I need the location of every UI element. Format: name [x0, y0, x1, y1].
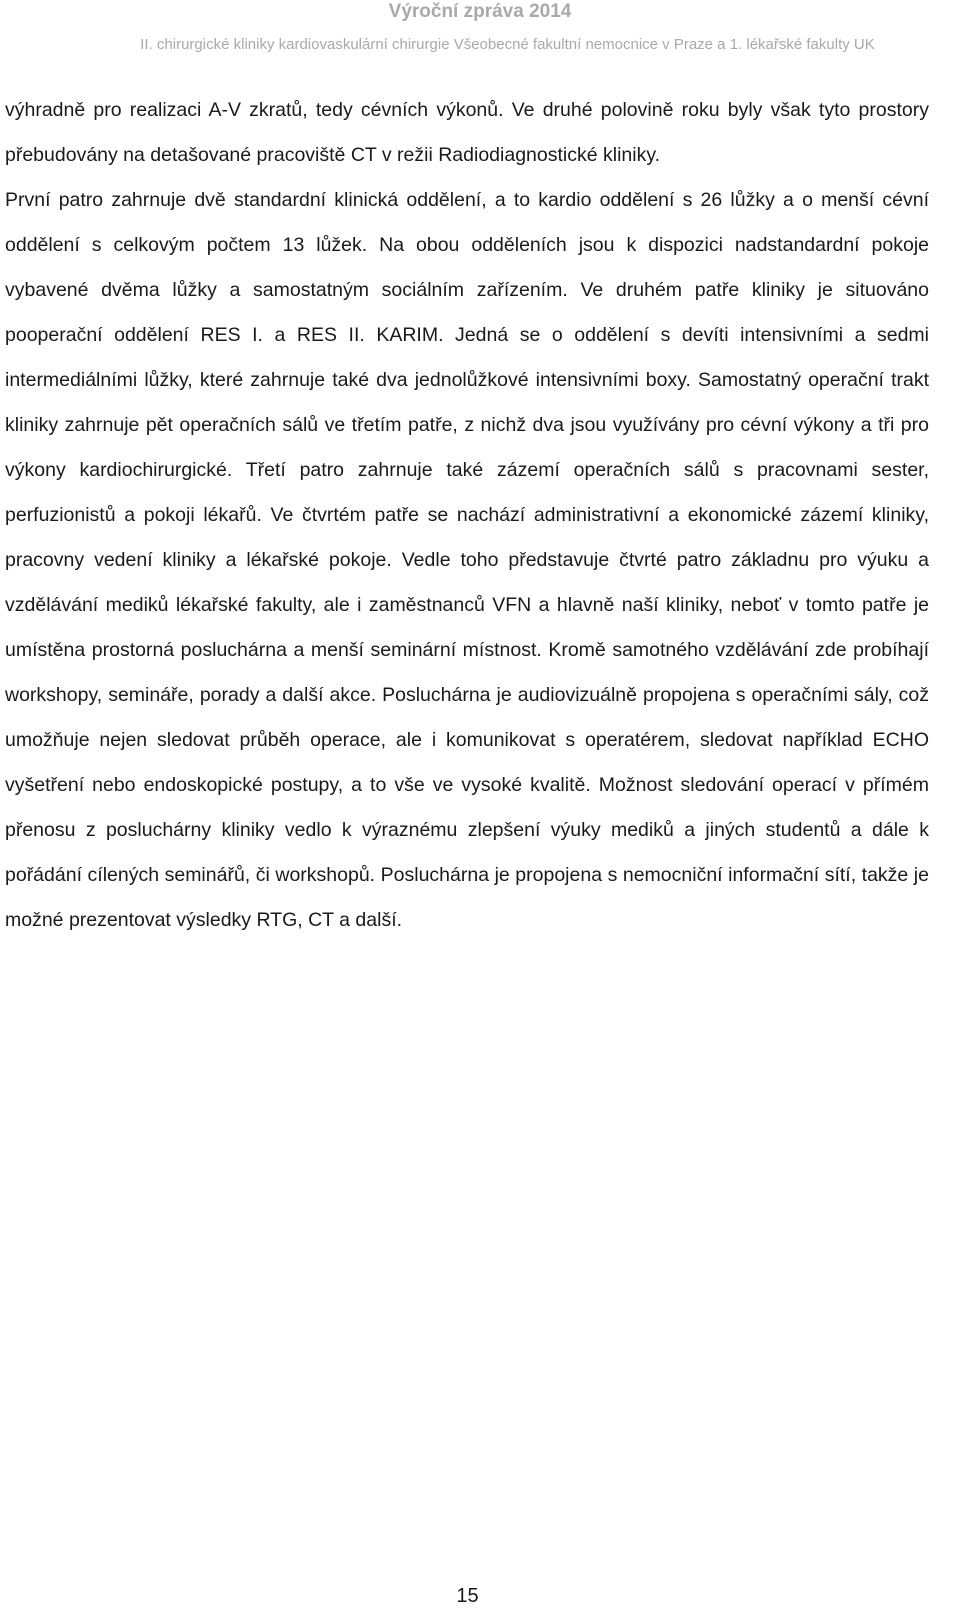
paragraph: První patro zahrnuje dvě standardní klinická oddělení, a to kardio oddělení s 26 lůžky a o menší cévní oddělení s celkovým počtem 13 lůžek. Na obou odděleních jsou k dispozici nadstandardní pokoje vybavené dvěma lůžky a samostatným sociálním zařízením. Ve druhém patře kliniky je situováno pooperační oddělení RES I. a RES II. KARIM. Jedná se o oddělení s devíti intensivními a sedmi intermediálními lůžky, které zahrnuje také dva jednolůžkové intensivními boxy. Samostatný operační trakt kliniky zahrnuje pět operačních sálů ve třetím patře, z nichž dva jsou využívány pro cévní výkony a tři pro výkony kardiochirurgické. Třetí patro zahrnuje také zázemí operačních sálů s pracovnami sester, perfuzionistů a pokoji lékařů. Ve čtvrtém patře se nachází administrativní a ekonomické zázemí kliniky, pracovny vedení kliniky a lékařské pokoje. Vedle toho představuje čtvrté patro základnu pro výuku a vzdělávání mediků lékařské fakulty, ale i zaměstnanců VFN a hlavně naší kliniky, neboť v tomto patře je umístěna prostorná posluchárna a menší seminární místnost. Kromě samotného vzdělávání zde probíhají workshopy, semináře, porady a další akce. Posluchárna je audiovizuálně propojena s operačními sály, což umožňuje nejen sledovat průběh operace, ale i komunikovat s operatérem, sledovat například ECHO vyšetření nebo endoskopické postupy, a to vše ve vysoké kvalitě. Možnost sledování operací v přímém přenosu z posluchárny kliniky vedlo k výraznému zlepšení výuky mediků a jiných studentů a dále k pořádání cílených seminářů, či workshopů. Posluchárna je propojena s nemocniční informační sítí, takže je možné prezentovat výsledky RTG, CT a další. [5, 189, 929, 931]
page-header [0, 0, 960, 54]
page-number: 15 [456, 1585, 479, 1607]
report-title: Výroční zpráva 2014 [388, 1, 572, 22]
document-body [5, 88, 929, 943]
report-subtitle: II. chirurgické kliniky kardiovaskulární chirurgie Všeobecné fakultní nemocnice v Praze a 1. lékařské fakulty UK [140, 36, 875, 53]
paragraph: výhradně pro realizaci A-V zkratů, tedy cévních výkonů. Ve druhé polovině roku byly však tyto prostory přebudovány na detašované pracoviště CT v režii Radiodiagnostické kliniky. [5, 99, 929, 166]
